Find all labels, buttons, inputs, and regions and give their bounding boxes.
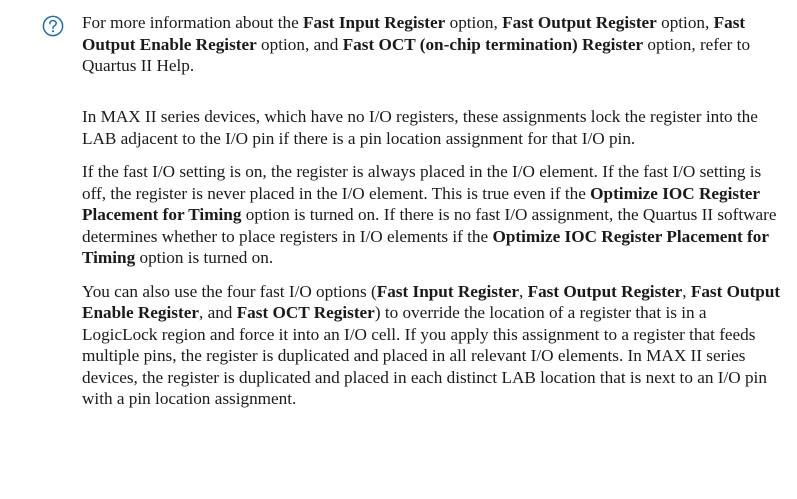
option-name: Fast Output Enable Register bbox=[82, 281, 781, 322]
text-run: ) to override the location of a register that is in a LogicLock region and force it into an I/O cell. If you apply this assignment to a register that feeds multiple pins, the register is duplicated and placed in all relevant I/O elements. In MAX II series devices, the register is duplicated and placed in each distinct LAB location that is next to an I/O pin with a pin location assignment. bbox=[82, 303, 767, 408]
text-run: You can also use the four fast I/O options ( bbox=[82, 281, 377, 301]
option-name: Fast Input Register bbox=[303, 13, 446, 32]
text-run: option, bbox=[445, 13, 503, 32]
paragraph-fast-io-setting bbox=[82, 161, 782, 269]
document-body bbox=[82, 106, 782, 422]
text-run: In MAX II series devices, which have no I/O registers, these assignments lock the register into the LAB adjacent to the I/O pin if there is a pin location assignment for that I/O pin. bbox=[82, 107, 758, 148]
text-run: option, refer to Quartus II Help. bbox=[82, 34, 751, 75]
option-name: Fast OCT Register bbox=[236, 303, 375, 322]
text-run: If the fast I/O setting is on, the register is always placed in the I/O element. If the fast I/O setting is off, the register is never placed in the I/O element. This is true even if the bbox=[82, 162, 762, 203]
text-run: , bbox=[518, 281, 528, 301]
paragraph-logiclock-override bbox=[82, 281, 782, 410]
help-note-text bbox=[82, 12, 782, 77]
text-run: For more information about the bbox=[82, 13, 304, 32]
text-run: , and bbox=[198, 303, 237, 322]
help-circle-icon bbox=[42, 15, 64, 37]
option-name: Optimize IOC Register Placement for Timing bbox=[82, 226, 769, 267]
paragraph-max-ii-registers bbox=[82, 106, 782, 149]
text-run: option is turned on. If there is no fast I/O assignment, the Quartus II software determines whether to place registers in I/O elements if the bbox=[82, 205, 777, 246]
option-name: Fast Output Register bbox=[527, 281, 683, 301]
text-run: option, and bbox=[256, 34, 343, 54]
text-run: , bbox=[682, 281, 691, 301]
text-run: option is turned on. bbox=[135, 248, 274, 267]
option-name: Optimize IOC Register Placement for Timing bbox=[82, 183, 760, 224]
option-name: Fast Input Register bbox=[376, 281, 519, 301]
help-note bbox=[42, 12, 782, 77]
text-run: option, bbox=[656, 13, 714, 32]
option-name: Fast Output Enable Register bbox=[82, 13, 746, 54]
option-name: Fast OCT (on-chip termination) Register bbox=[342, 34, 644, 54]
option-name: Fast Output Register bbox=[502, 13, 657, 32]
